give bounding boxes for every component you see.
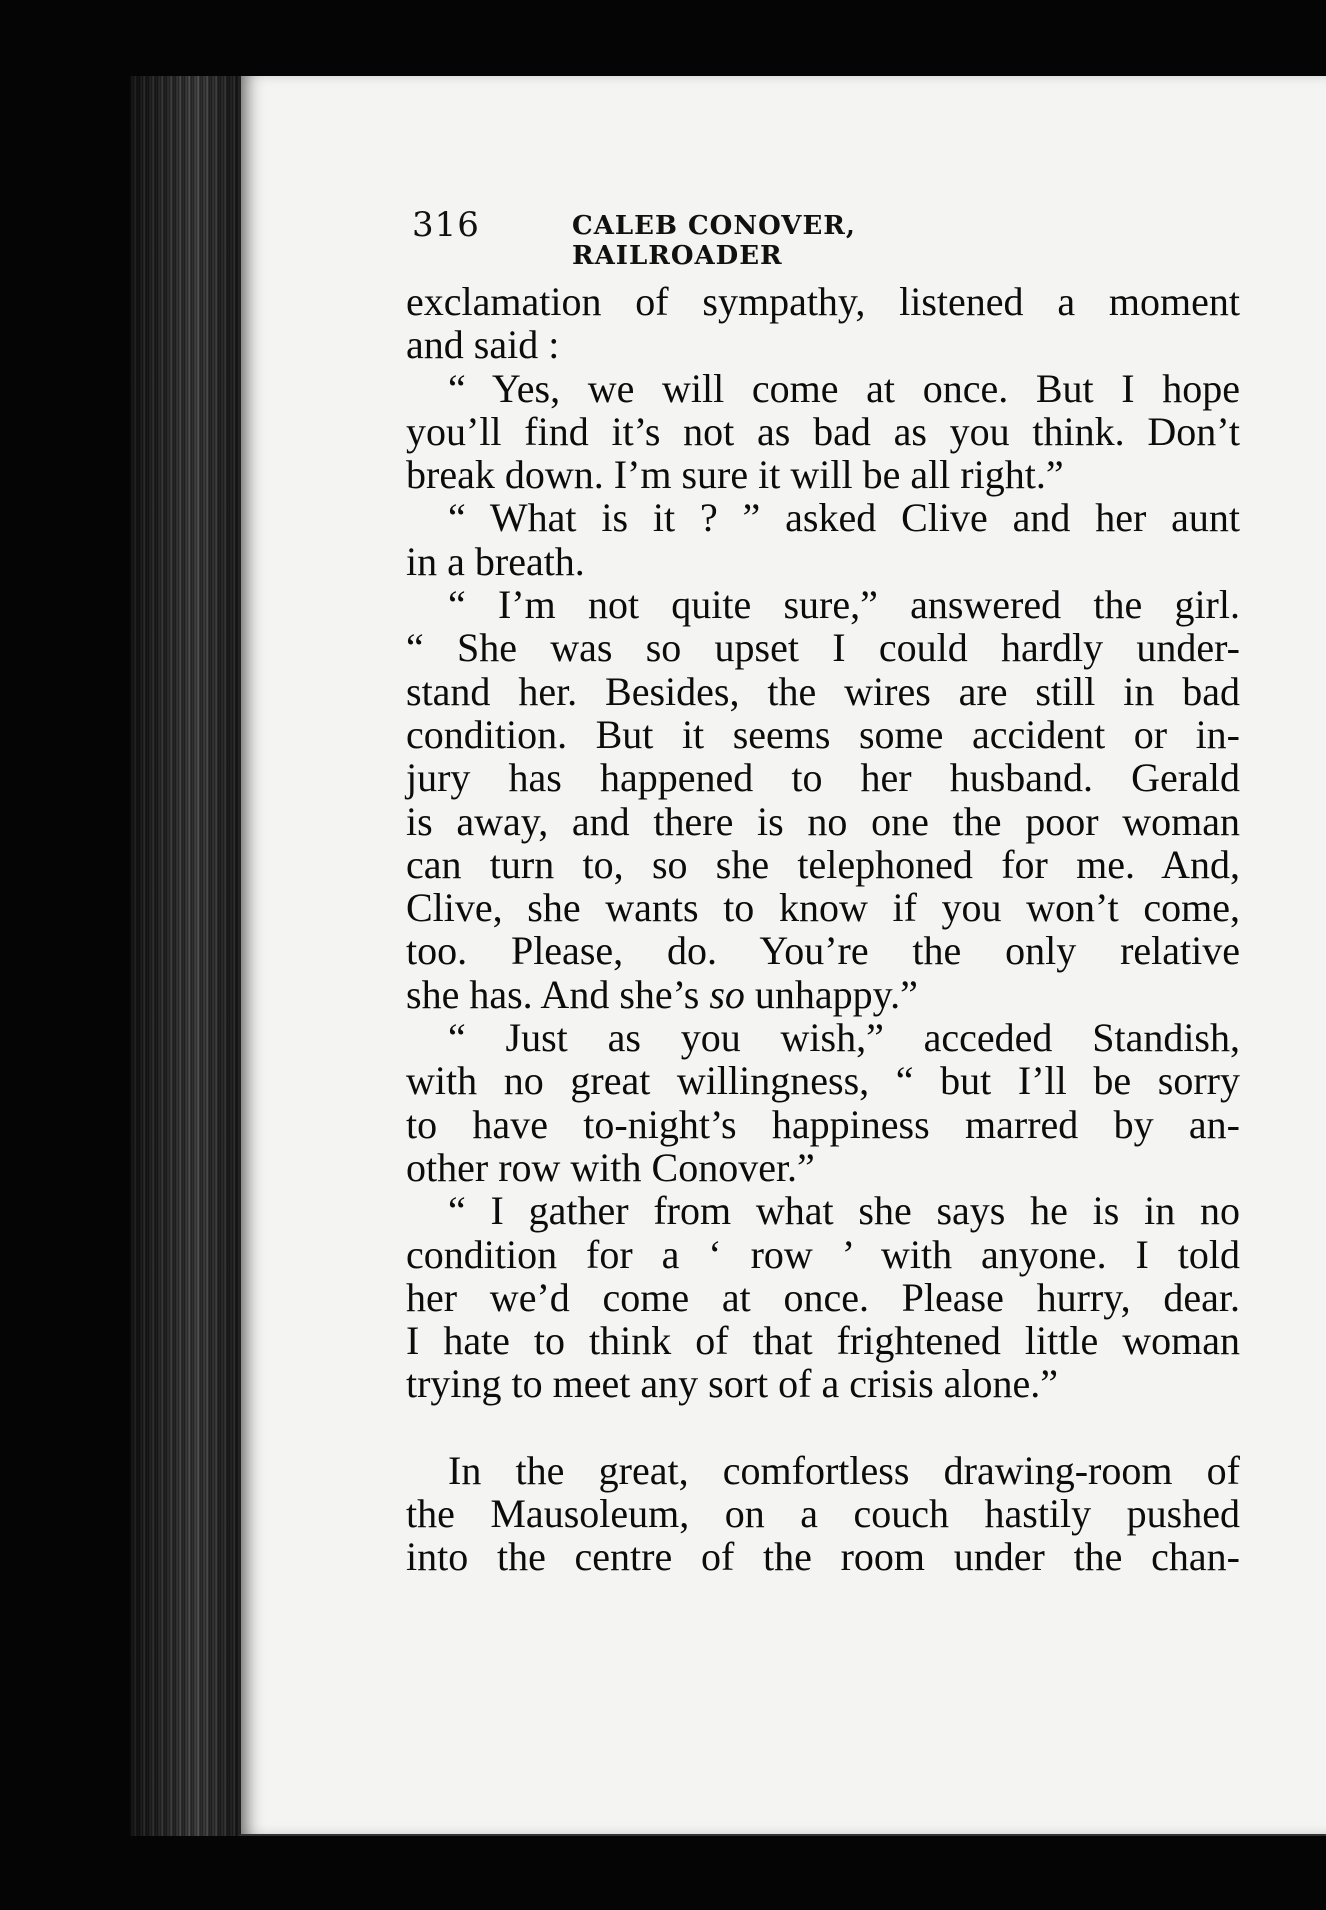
text-line: her we’d come at once. Please hurry, dear. [406,1274,1240,1320]
text-line: condition for a ‘ row ’ with anyone. I told [406,1231,1240,1277]
text-line: in a breath. [406,538,585,584]
emphasis-word: so [709,971,745,1017]
text-line: with no great willingness, “ but I’ll be sorry [406,1058,1240,1104]
text-line: “ I gather from what she says he is in no [448,1188,1240,1234]
text-line: I hate to think of that frightened little woman [406,1318,1240,1364]
text-line: “ She was so upset I could hardly under- [406,625,1240,671]
text-line: to have to-night’s happiness marred by an- [406,1101,1240,1147]
text-line: and said : [406,322,560,368]
text-line: the Mausoleum, on a couch hastily pushed [406,1491,1240,1537]
text-line: stand her. Besides, the wires are still in bad [406,668,1240,714]
text-line: break down. I’m sure it will be all right.” [406,452,1064,498]
text-line: too. Please, do. You’re the only relative [406,928,1240,974]
text-line: “ I’m not quite sure,” answered the girl. [448,582,1240,628]
text-line: you’ll find it’s not as bad as you think. Don’t [406,408,1240,454]
text-line: “ Just as you wish,” acceded Standish, [448,1015,1240,1061]
text-line: “ What is it ? ” asked Clive and her aunt [448,495,1240,541]
page-number: 316 [412,205,480,245]
running-head: CALEB CONOVER, RAILROADER [572,211,856,271]
body-text [406,280,1240,1579]
text-line: into the centre of the room under the chan- [406,1534,1240,1580]
text-line: exclamation of sympathy, listened a moment [406,279,1240,324]
paragraph [406,1189,1240,1405]
text-line: is away, and there is no one the poor woman [406,798,1240,844]
page-header [412,205,1072,271]
paragraph [406,367,1240,497]
paragraph [406,583,1240,1189]
book-page-edges [130,76,242,1836]
paragraph [406,496,1240,583]
paragraph [406,280,1240,367]
text-segment: she has. And she’s [406,971,700,1017]
section-break [406,1406,1240,1449]
text-line: jury has happened to her husband. Gerald [406,755,1240,801]
text-segment: unhappy.” [744,971,918,1017]
text-line: trying to meet any sort of a crisis alone.” [406,1361,1059,1407]
paragraph [406,1449,1240,1579]
text-line: In the great, comfortless drawing-room of [448,1447,1240,1493]
text-line: can turn to, so she telephoned for me. And, [406,841,1240,887]
text-line: “ Yes, we will come at once. But I hope [448,365,1240,411]
text-line: Clive, she wants to know if you won’t come, [406,885,1240,931]
text-line [406,973,1240,1016]
text-line: other row with Conover.” [406,1144,815,1190]
text-line: condition. But it seems some accident or in- [406,711,1240,757]
